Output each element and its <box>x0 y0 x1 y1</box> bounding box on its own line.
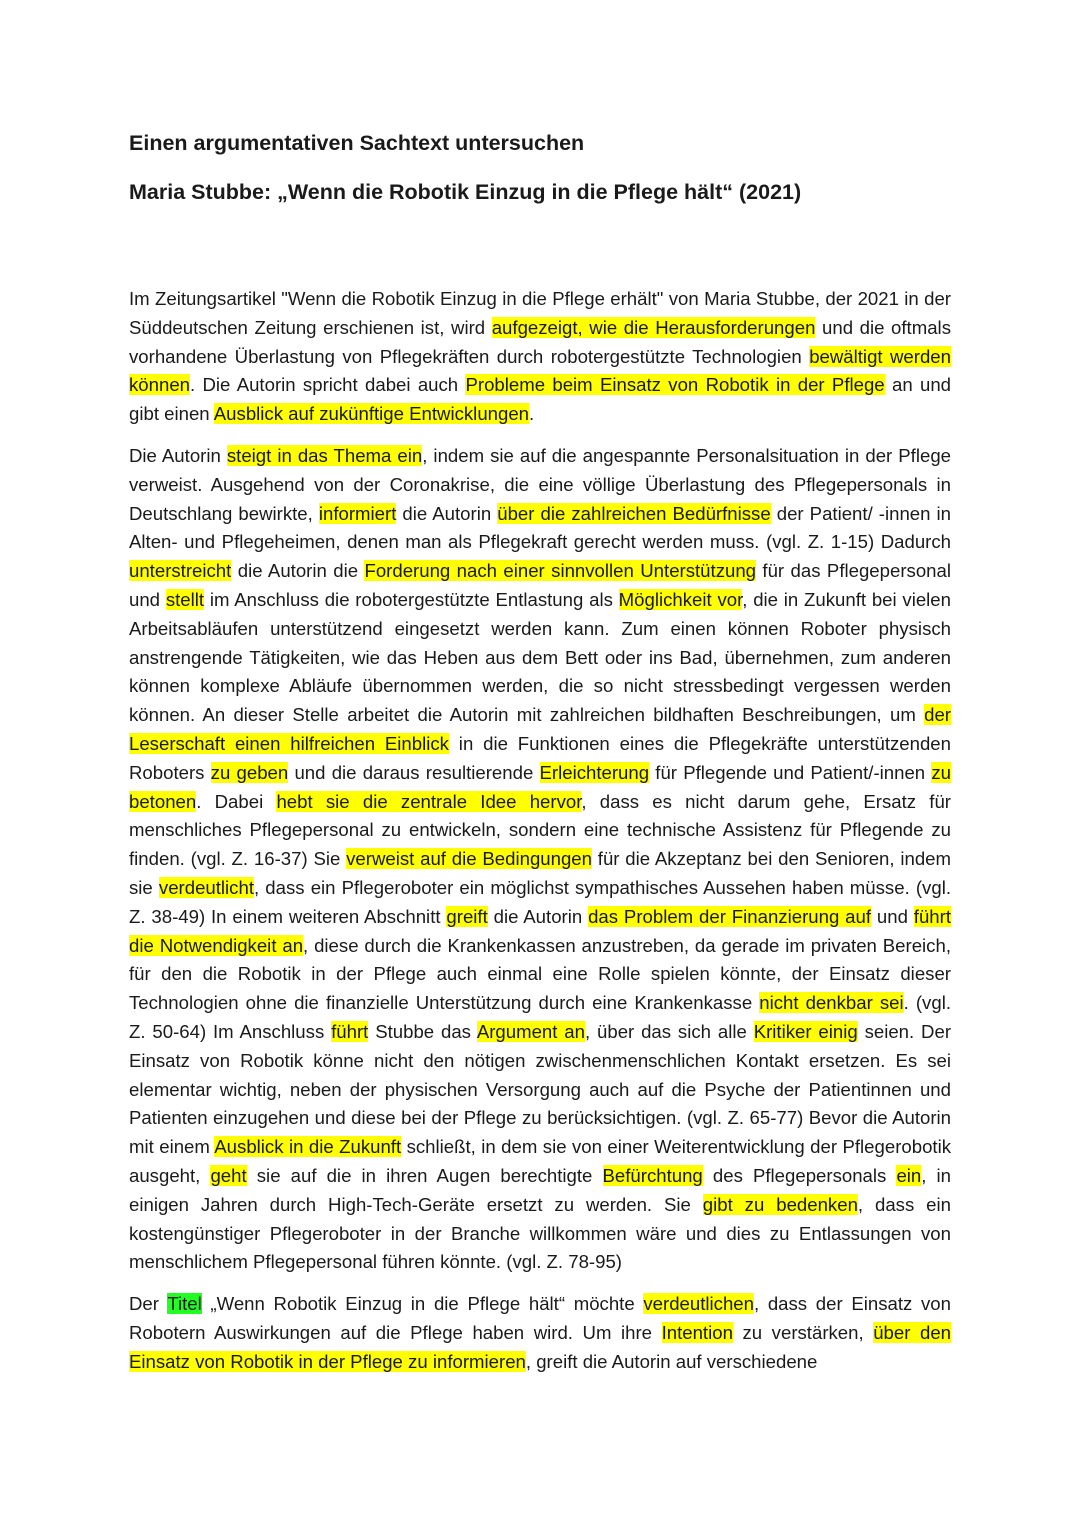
highlighted-text: Möglichkeit vor <box>618 588 743 610</box>
highlighted-text: verdeutlichen <box>643 1293 754 1315</box>
text-segment: „Wenn Robotik Einzug in die Pflege hält“ möchte <box>201 1293 644 1315</box>
text-segment: für Pflegende und Patient/-innen <box>649 761 932 783</box>
text-segment: . Dabei <box>196 790 277 812</box>
text-segment: sie auf die in ihren Augen berechtigte <box>246 1164 603 1186</box>
text-segment: Der <box>129 1293 168 1315</box>
highlighted-text: bewältigt werden können <box>129 345 951 396</box>
document-subtitle: Maria Stubbe: „Wenn die Robotik Einzug in die Pflege hält“ (2021) <box>129 180 802 204</box>
highlighted-text: Probleme beim Einsatz von Robotik in der Pflege <box>465 374 885 396</box>
text-segment: und die oftmals vorhandene Überlastung von Pflegekräften durch robotergestützte Technologien <box>129 316 951 367</box>
text-segment: schließt, in dem sie von einer Weiterentwicklung der Pflegerobotik ausgeht, <box>129 1136 952 1186</box>
highlighted-text: der Leserschaft einen hilfreichen Einblick <box>129 704 951 754</box>
highlighted-text: hebt sie die zentrale Idee hervor <box>276 790 582 812</box>
highlighted-text: Ausblick in die Zukunft <box>214 1136 402 1158</box>
text-segment: Im Zeitungsartikel "Wenn die Robotik Einzug in die Pflege erhält" von Maria Stubbe, der 2021 in der Süddeutschen Zeitung erschienen ist, wird <box>129 288 951 338</box>
paragraph-intro <box>129 285 951 429</box>
text-segment: für das Pflegepersonal und <box>129 560 951 610</box>
document-body <box>129 285 951 1376</box>
highlighted-text: ein <box>896 1164 922 1186</box>
highlighted-text: das Problem der Finanzierung auf <box>588 905 872 927</box>
paragraph-main <box>129 442 951 1277</box>
highlighted-text: über die zahlreichen Bedürfnisse <box>497 502 771 524</box>
highlighted-text: Forderung nach einer sinnvollen Unterstützung <box>364 560 757 582</box>
highlighted-text: Kritiker einig <box>753 1020 858 1042</box>
highlighted-text: aufgezeigt, wie die Herausforderungen <box>491 316 816 338</box>
highlighted-text: informiert <box>318 502 397 524</box>
highlighted-text: geht <box>210 1164 247 1186</box>
text-segment: , diese durch die Krankenkassen anzustreben, da gerade im privaten Bereich, für den die Robotik in der Pflege auch einmal eine Rolle spielen könnte, der Einsatz dieser Technologien ohne die finanzielle Unterstützung durch eine Krankenkasse <box>129 934 951 1014</box>
text-segment: , indem sie auf die angespannte Personalsituation in der Pflege verweist. Ausgehend von der Coronakrise, die eine völlige Überlastung des Pflegepersonals in Deutschlang bewirkte, <box>129 444 951 524</box>
text-segment: an und gibt einen <box>129 374 951 425</box>
text-segment: Stubbe das <box>368 1020 477 1042</box>
text-segment: , die in Zukunft bei vielen Arbeitsabläufen unterstützend eingesetzt werden kann. Zum einen können Roboter physisch anstrengende Tätigkeiten, wie das Heben aus dem Bett oder ins Bad, übernehmen, zum anderen können komplexe Abläufe übernommen werden, die so nicht stressbedingt vergessen werden können. An dieser Stelle arbeitet die Autorin mit zahlreichen bildhaften Beschreibungen, um <box>129 588 951 726</box>
highlighted-text: Erleichterung <box>539 761 650 783</box>
text-segment: , dass ein Pflegeroboter ein möglichst sympathisches Aussehen haben müsse. (vgl. Z. 38-49) In einem weiteren Abschnitt <box>129 876 951 927</box>
text-segment: . Die Autorin spricht dabei auch <box>190 374 466 396</box>
highlighted-text: greift <box>446 905 488 927</box>
highlighted-text: Befürchtung <box>602 1164 703 1186</box>
highlighted-text: unterstreicht <box>129 560 232 582</box>
highlighted-text: über den Einsatz von Robotik in der Pflege zu informieren <box>129 1321 952 1372</box>
text-segment: der Patient/ -innen in Alten- und Pflegeheimen, denen man als Pflegekraft gerecht werden muss. (vgl. Z. 1-15) Dadurch <box>129 502 951 553</box>
text-segment: und die daraus resultierende <box>288 761 540 783</box>
highlighted-text: zu betonen <box>129 761 951 812</box>
highlighted-text: gibt zu bedenken <box>702 1193 858 1215</box>
text-segment: , dass ein kostengünstiger Pflegeroboter in der Branche willkommen wäre und dies zu Entlassungen von menschlichem Pflegepersonal führen könnte. (vgl. Z. 78-95) <box>129 1193 951 1273</box>
text-segment: , in einigen Jahren durch High-Tech-Geräte ersetzt zu werden. Sie <box>129 1164 952 1215</box>
text-segment: die Autorin die <box>231 560 365 582</box>
text-segment: des Pflegepersonals <box>702 1164 897 1186</box>
highlighted-text: Ausblick auf zukünftige Entwicklungen <box>213 403 530 425</box>
text-segment: Die Autorin <box>129 444 227 466</box>
highlighted-text: zu geben <box>210 761 289 783</box>
highlighted-text: führt die Notwendigkeit an <box>129 905 952 956</box>
paragraph-title-analysis <box>129 1290 951 1376</box>
highlighted-text: Titel <box>167 1293 202 1315</box>
text-segment: im Anschluss die robotergestützte Entlastung als <box>204 588 619 610</box>
document-title: Einen argumentativen Sachtext untersuchen <box>129 131 585 155</box>
text-segment: , über das sich alle <box>584 1020 754 1042</box>
text-segment: . (vgl. Z. 50-64) Im Anschluss <box>129 992 951 1042</box>
document-page <box>129 128 951 1389</box>
text-segment: , greift die Autorin auf verschiedene <box>525 1350 818 1372</box>
highlighted-text: Argument an <box>476 1020 585 1042</box>
highlighted-text: verdeutlicht <box>158 876 254 898</box>
highlighted-text: verweist auf die Bedingungen <box>346 848 592 870</box>
highlighted-text: führt <box>331 1020 369 1042</box>
text-segment: die Autorin <box>396 502 498 524</box>
text-segment: seien. Der Einsatz von Robotik könne nicht den nötigen zwischenmenschlichen Kontakt ersetzen. Es sei elementar wichtig, neben der physischen Versorgung auch auf die Psyche der Patientinnen und Patienten einzugehen und diese bei der Pflege zu berücksichtigen. (vgl. Z. 65-77) Bevor die Autorin mit einem <box>129 1020 952 1158</box>
text-segment: , dass der Einsatz von Robotern Auswirkungen auf die Pflege haben wird. Um ihre <box>129 1293 951 1343</box>
highlighted-text: Intention <box>661 1321 733 1343</box>
highlighted-text: stellt <box>165 588 205 610</box>
highlighted-text: nicht denkbar sei <box>759 992 904 1014</box>
text-segment: die Autorin <box>487 905 589 927</box>
text-segment: in die Funktionen eines die Pflegekräfte unterstützenden Roboters <box>129 732 951 783</box>
text-segment: für die Akzeptanz bei den Senioren, indem sie <box>129 848 952 898</box>
highlighted-text: steigt in das Thema ein <box>226 444 423 466</box>
text-segment: zu verstärken, <box>732 1321 874 1343</box>
text-segment: und <box>871 905 914 927</box>
text-segment: , dass es nicht darum gehe, Ersatz für menschliches Pflegepersonal zu entwickeln, sondern eine technische Assistenz für Pflegende zu finden. (vgl. Z. 16-37) Sie <box>129 790 951 870</box>
text-segment: . <box>529 403 535 425</box>
